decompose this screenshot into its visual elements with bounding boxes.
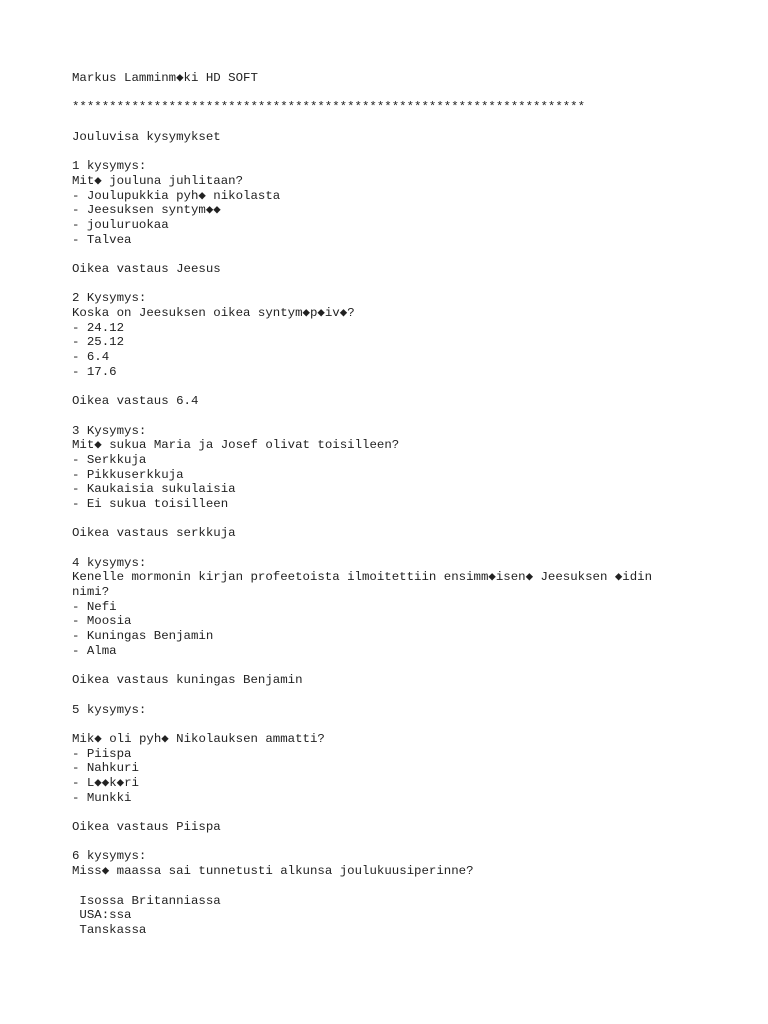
question-1-option-1: - Joulupukkia pyh◆ nikolasta (72, 188, 281, 203)
question-4-label: 4 kysymys: (72, 555, 147, 570)
question-3-answer: Oikea vastaus serkkuja (72, 526, 236, 541)
question-4-option-3: - Kuningas Benjamin (72, 629, 214, 644)
blank-line (72, 409, 762, 424)
question-2-option-4: - 17.6 (72, 364, 117, 379)
question-1-label: 1 kysymys: (72, 159, 147, 174)
question-5-label: 5 kysymys: (72, 702, 147, 717)
question-4-option-1: - Nefi (72, 599, 117, 614)
question-5-text-spacer (72, 717, 762, 732)
blank-line (72, 688, 762, 703)
quiz-title: Jouluvisa kysymykset (72, 129, 221, 144)
question-3-label: 3 Kysymys: (72, 423, 147, 438)
blank-line (72, 512, 762, 527)
question-1-option-3: - jouluruokaa (72, 217, 169, 232)
question-2-answer: Oikea vastaus 6.4 (72, 394, 199, 409)
question-5-option-4: - Munkki (72, 790, 132, 805)
question-2-option-2: - 25.12 (72, 335, 125, 350)
question-1-option-2: - Jeesuksen syntym◆◆ (72, 203, 221, 218)
question-2-option-1: - 24.12 (72, 320, 125, 335)
blank-line (72, 86, 762, 101)
question-5-answer: Oikea vastaus Piispa (72, 820, 221, 835)
question-2-text: Koska on Jeesuksen oikea syntym◆p◆iv◆? (72, 306, 355, 320)
question-5-option-1: - Piispa (72, 746, 132, 761)
blank-line (72, 247, 762, 262)
question-1-option-4: - Talvea (72, 232, 132, 247)
question-6-text: Miss◆ maassa sai tunnetusti alkunsa joulukuusiperinne? (72, 864, 474, 879)
question-2-label: 2 Kysymys: (72, 291, 147, 306)
question-4-text-line-1: Kenelle mormonin kirjan profeetoista ilmoitettiin ensimm◆isen◆ Jeesuksen ◆idin (72, 570, 653, 585)
question-1-answer: Oikea vastaus Jeesus (72, 261, 221, 276)
question-3-option-4: - Ei sukua toisilleen (72, 496, 229, 511)
question-4-text-line-2: nimi? (72, 585, 110, 600)
question-6-label: 6 kysymys: (72, 849, 147, 864)
question-3-option-2: - Pikkuserkkuja (72, 467, 184, 482)
blank-line (72, 277, 762, 292)
document-body (72, 71, 762, 938)
question-5-option-3: - L◆◆k◆ri (72, 776, 139, 790)
question-4-option-2: - Moosia (72, 614, 132, 629)
question-5-option-2: - Nahkuri (72, 761, 139, 776)
blank-line (72, 835, 762, 850)
question-4-option-4: - Alma (72, 643, 117, 658)
question-6-option-2: USA:ssa (72, 908, 132, 923)
question-3-text: Mit◆ sukua Maria ja Josef olivat toisilleen? (72, 438, 400, 453)
blank-line (72, 805, 762, 820)
question-6-option-3: Tanskassa (72, 922, 147, 937)
question-6-option-spacer (72, 879, 762, 894)
question-2-option-3: - 6.4 (72, 350, 110, 365)
question-1-text: Mit◆ jouluna juhlitaan? (72, 173, 244, 188)
blank-line (72, 379, 762, 394)
question-3-option-3: - Kaukaisia sukulaisia (72, 482, 236, 497)
blank-line (72, 144, 762, 159)
asterisk-divider: ********************************************************************* (72, 100, 586, 115)
blank-line (72, 659, 762, 674)
author-line: Markus Lamminm◆ki HD SOFT (72, 71, 258, 85)
question-5-text: Mik◆ oli pyh◆ Nikolauksen ammatti? (72, 731, 325, 746)
question-3-option-1: - Serkkuja (72, 452, 147, 467)
question-6-option-1: Isossa Britanniassa (72, 893, 221, 908)
question-4-answer: Oikea vastaus kuningas Benjamin (72, 673, 303, 688)
blank-line (72, 541, 762, 556)
blank-line (72, 115, 762, 130)
